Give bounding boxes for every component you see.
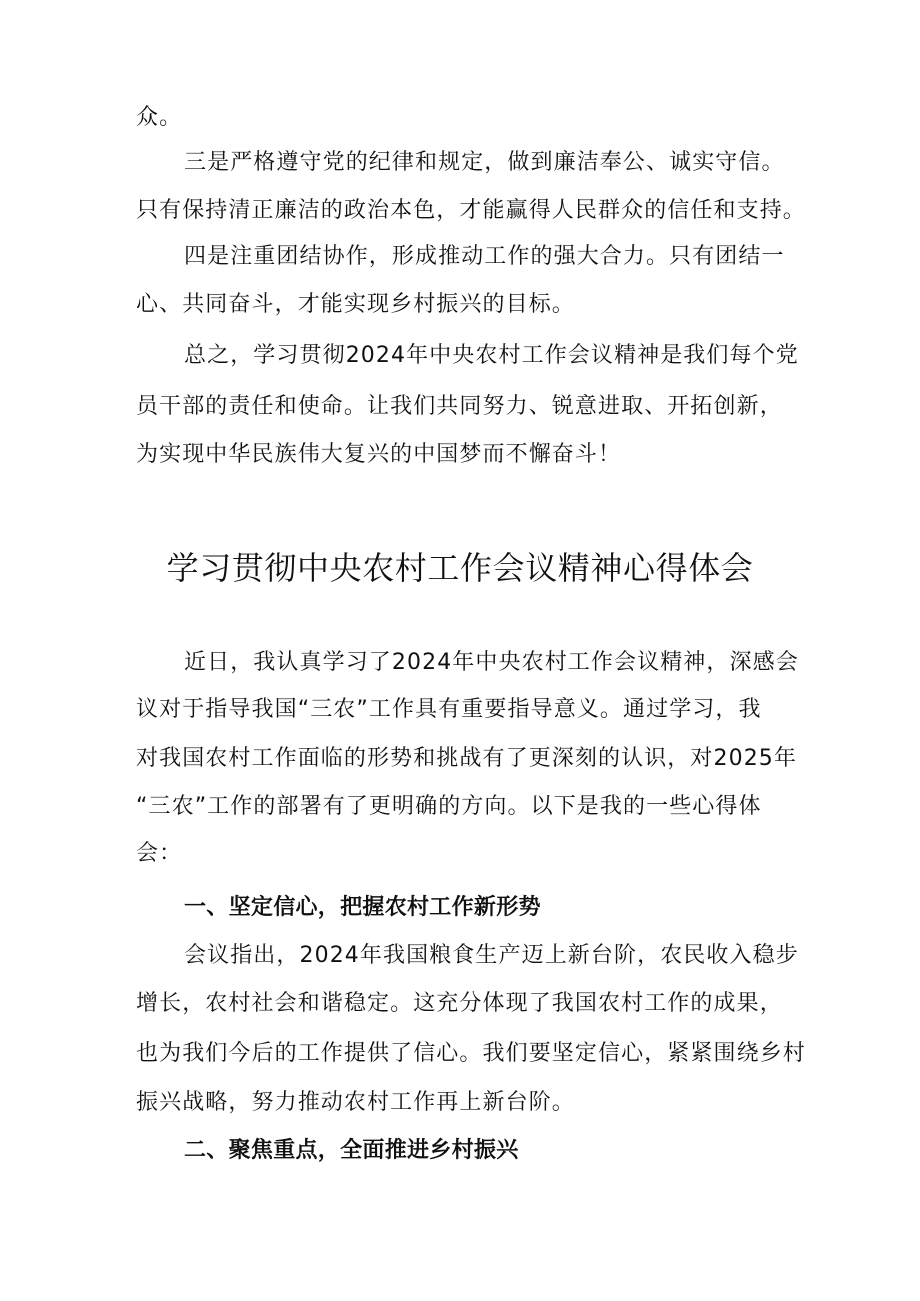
paragraph-line: 三是严格遵守党的纪律和规定，做到廉洁奉公、诚实守信。 bbox=[184, 150, 785, 175]
paragraph-line: 总之，学习贯彻2024年中央农村工作会议精神是我们每个党 bbox=[184, 343, 799, 368]
paragraph-line: 会议指出，2024年我国粮食生产迈上新台阶，农民收入稳步 bbox=[184, 943, 799, 968]
section-heading: 二、聚焦重点，全面推进乡村振兴 bbox=[184, 1138, 519, 1163]
paragraph-line: 增长，农村社会和谐稳定。这充分体现了我国农村工作的成果， bbox=[136, 991, 783, 1016]
paragraph-line: 只有保持清正廉洁的政治本色，才能赢得人民群众的信任和支持。 bbox=[136, 198, 806, 223]
paragraph-line: 也为我们今后的工作提供了信心。我们要坚定信心，紧紧围绕乡村 bbox=[136, 1041, 806, 1066]
paragraph-line: 为实现中华民族伟大复兴的中国梦而不懈奋斗！ bbox=[136, 442, 622, 467]
paragraph-line: 会： bbox=[136, 841, 183, 866]
paragraph-line: 心、共同奋斗，才能实现乡村振兴的目标。 bbox=[136, 292, 575, 317]
section-heading: 一、坚定信心，把握农村工作新形势 bbox=[184, 895, 541, 920]
page-title: 学习贯彻中央农村工作会议精神心得体会 bbox=[166, 549, 754, 587]
paragraph-line: 员干部的责任和使命。让我们共同努力、锐意进取、开拓创新， bbox=[136, 394, 783, 419]
paragraph-line: 近日，我认真学习了2024年中央农村工作会议精神，深感会 bbox=[184, 650, 799, 675]
paragraph-line: 四是注重团结协作，形成推动工作的强大合力。只有团结一 bbox=[184, 244, 785, 269]
paragraph-line: 议对于指导我国“三农”工作具有重要指导意义。通过学习，我 bbox=[136, 697, 762, 722]
paragraph-line: 振兴战略，努力推动农村工作再上新台阶。 bbox=[136, 1090, 575, 1115]
paragraph-line: 众。 bbox=[136, 105, 183, 130]
paragraph-line: 对我国农村工作面临的形势和挑战有了更深刻的认识，对2025年 bbox=[136, 746, 797, 771]
paragraph-line: “三农”工作的部署有了更明确的方向。以下是我的一些心得体 bbox=[136, 794, 762, 819]
